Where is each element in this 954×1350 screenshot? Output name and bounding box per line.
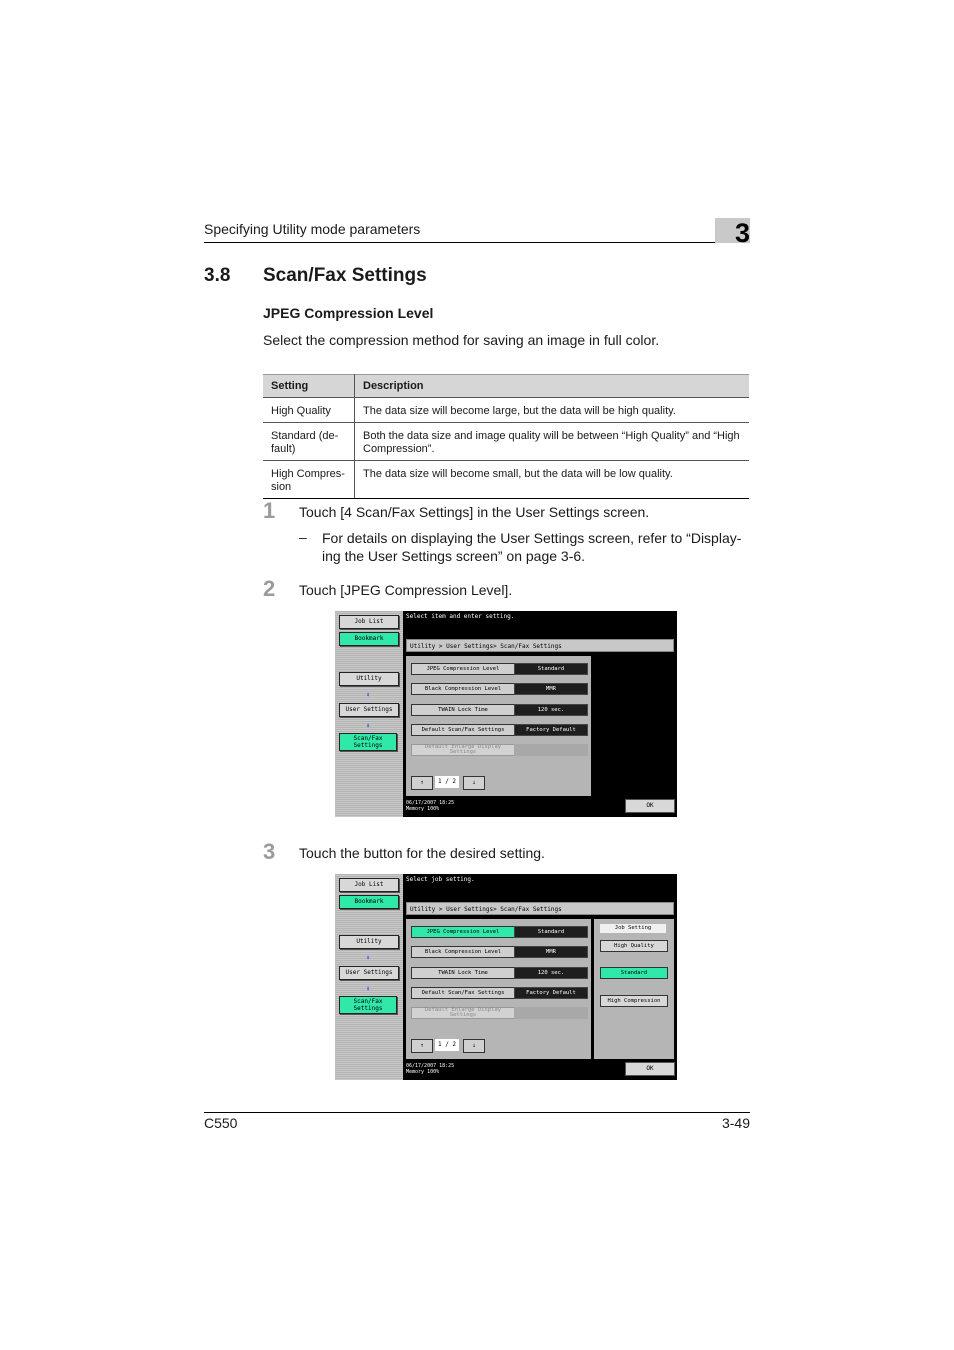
header-rule — [204, 242, 750, 243]
step-number: 3 — [263, 839, 276, 864]
arrow-down-icon: ⬇ — [366, 985, 371, 993]
step-text: Touch [JPEG Compression Level]. — [299, 582, 513, 598]
utility-button[interactable]: Utility — [339, 935, 399, 949]
breadcrumb: Utility > User Settings> Scan/Fax Settings — [406, 902, 674, 915]
user-settings-button[interactable]: User Settings — [339, 966, 399, 980]
step-number: 1 — [263, 498, 276, 523]
black-compression-level-button[interactable]: Black Compression Level — [411, 946, 515, 958]
default-enlarge-display-value — [514, 744, 588, 756]
table-cell-setting: Standard (de- fault) — [263, 423, 355, 461]
status-date: 06/17/2007 18:25 — [406, 1063, 455, 1069]
job-setting-panel — [594, 919, 674, 1059]
jpeg-compression-level-value: Standard — [514, 926, 588, 938]
arrow-down-icon: ⬇ — [366, 722, 371, 730]
ok-button[interactable]: OK — [625, 799, 675, 813]
table-header-description: Description — [355, 375, 750, 398]
job-setting-title: Job Setting — [600, 924, 666, 933]
left-sidebar — [335, 874, 403, 1080]
running-title: Specifying Utility mode parameters — [204, 221, 421, 237]
default-scan-fax-settings-button[interactable]: Default Scan/Fax Settings — [411, 724, 515, 736]
main-area — [403, 611, 677, 817]
step-text: Touch [4 Scan/Fax Settings] in the User Settings screen. — [299, 504, 650, 520]
job-list-button[interactable]: Job List — [339, 615, 399, 629]
message-text: Select job setting. — [406, 876, 475, 883]
step-text: Touch the button for the desired setting. — [299, 845, 545, 861]
job-list-button[interactable]: Job List — [339, 878, 399, 892]
jpeg-compression-level-button[interactable]: JPEG Compression Level — [411, 663, 515, 675]
table-row — [263, 423, 749, 461]
breadcrumb: Utility > User Settings> Scan/Fax Settings — [406, 639, 674, 652]
table-cell-setting: High Quality — [263, 398, 355, 423]
default-scan-fax-settings-value: Factory Default — [514, 987, 588, 999]
default-enlarge-display-value — [514, 1007, 588, 1019]
footer-rule — [204, 1112, 750, 1113]
arrow-down-icon: ⬇ — [366, 691, 371, 699]
device-screenshot-1 — [335, 611, 677, 817]
user-settings-button[interactable]: User Settings — [339, 703, 399, 717]
button-label-line: Settings — [353, 742, 383, 749]
page-up-button[interactable]: ↑ — [411, 776, 433, 790]
bullet-dash: – — [299, 529, 307, 545]
jpeg-compression-level-value: Standard — [514, 663, 588, 675]
button-label-line: Scan/Fax — [353, 998, 383, 1005]
page-down-button[interactable]: ↓ — [463, 776, 485, 790]
standard-button[interactable]: Standard — [600, 967, 668, 979]
page-indicator: 1 / 2 — [435, 776, 459, 788]
black-compression-level-value: MMR — [514, 683, 588, 695]
default-scan-fax-settings-button[interactable]: Default Scan/Fax Settings — [411, 987, 515, 999]
page-up-button[interactable]: ↑ — [411, 1039, 433, 1053]
table-row — [263, 398, 749, 423]
scan-fax-settings-button[interactable] — [339, 733, 397, 751]
black-compression-level-value: MMR — [514, 946, 588, 958]
section-number: 3.8 — [204, 265, 231, 286]
table-cell-description: The data size will become small, but the data will be low quality. — [355, 461, 750, 499]
default-enlarge-display-button[interactable]: Default Enlarge Display Settings — [411, 744, 515, 756]
scan-fax-settings-button[interactable] — [339, 996, 397, 1014]
message-text: Select item and enter setting. — [406, 613, 515, 620]
step-subtext: For details on displaying the User Settings screen, refer to “Display-ing the User Settings screen” on page 3-6. — [322, 530, 742, 564]
chapter-number: 3 — [734, 218, 750, 248]
twain-lock-time-value: 120 sec. — [514, 967, 588, 979]
table-cell-setting: High Compres- sion — [263, 461, 355, 499]
twain-lock-time-value: 120 sec. — [514, 704, 588, 716]
status-date: 06/17/2007 18:25 — [406, 800, 455, 806]
page-down-button[interactable]: ↓ — [463, 1039, 485, 1053]
settings-panel — [406, 919, 591, 1059]
intro-text: Select the compression method for saving an image in full color. — [263, 332, 660, 348]
status-bar — [406, 1063, 454, 1075]
twain-lock-time-button[interactable]: TWAIN Lock Time — [411, 967, 515, 979]
status-bar — [406, 800, 454, 812]
status-memory: Memory 100% — [406, 806, 440, 812]
default-enlarge-display-button[interactable]: Default Enlarge Display Settings — [411, 1007, 515, 1019]
status-memory: Memory 100% — [406, 1069, 440, 1075]
arrow-down-icon: ⬇ — [366, 954, 371, 962]
footer-page-number: 3-49 — [721, 1115, 750, 1131]
settings-table — [263, 374, 749, 499]
left-sidebar — [335, 611, 403, 817]
section-title: Scan/Fax Settings — [263, 265, 427, 286]
ok-button[interactable]: OK — [625, 1062, 675, 1076]
table-header-row — [263, 375, 749, 398]
jpeg-compression-level-button[interactable]: JPEG Compression Level — [411, 926, 515, 938]
subsection-title: JPEG Compression Level — [263, 305, 434, 321]
high-quality-button[interactable]: High Quality — [600, 940, 668, 952]
table-cell-description: Both the data size and image quality will be between “High Quality” and “High Compression”. — [355, 423, 750, 461]
table-cell-description: The data size will become large, but the data will be high quality. — [355, 398, 750, 423]
default-scan-fax-settings-value: Factory Default — [514, 724, 588, 736]
main-area — [403, 874, 677, 1080]
device-screenshot-2 — [335, 874, 677, 1080]
utility-button[interactable]: Utility — [339, 672, 399, 686]
button-label-line: Settings — [353, 1005, 383, 1012]
high-compression-button[interactable]: High Compression — [600, 995, 668, 1007]
settings-panel — [406, 656, 591, 796]
button-label-line: Scan/Fax — [353, 735, 383, 742]
bookmark-button[interactable]: Bookmark — [339, 632, 399, 646]
black-compression-level-button[interactable]: Black Compression Level — [411, 683, 515, 695]
page-indicator: 1 / 2 — [435, 1039, 459, 1051]
table-row — [263, 461, 749, 499]
footer-model: C550 — [204, 1115, 238, 1131]
step-number: 2 — [263, 576, 276, 601]
twain-lock-time-button[interactable]: TWAIN Lock Time — [411, 704, 515, 716]
bookmark-button[interactable]: Bookmark — [339, 895, 399, 909]
table-header-setting: Setting — [263, 375, 355, 398]
